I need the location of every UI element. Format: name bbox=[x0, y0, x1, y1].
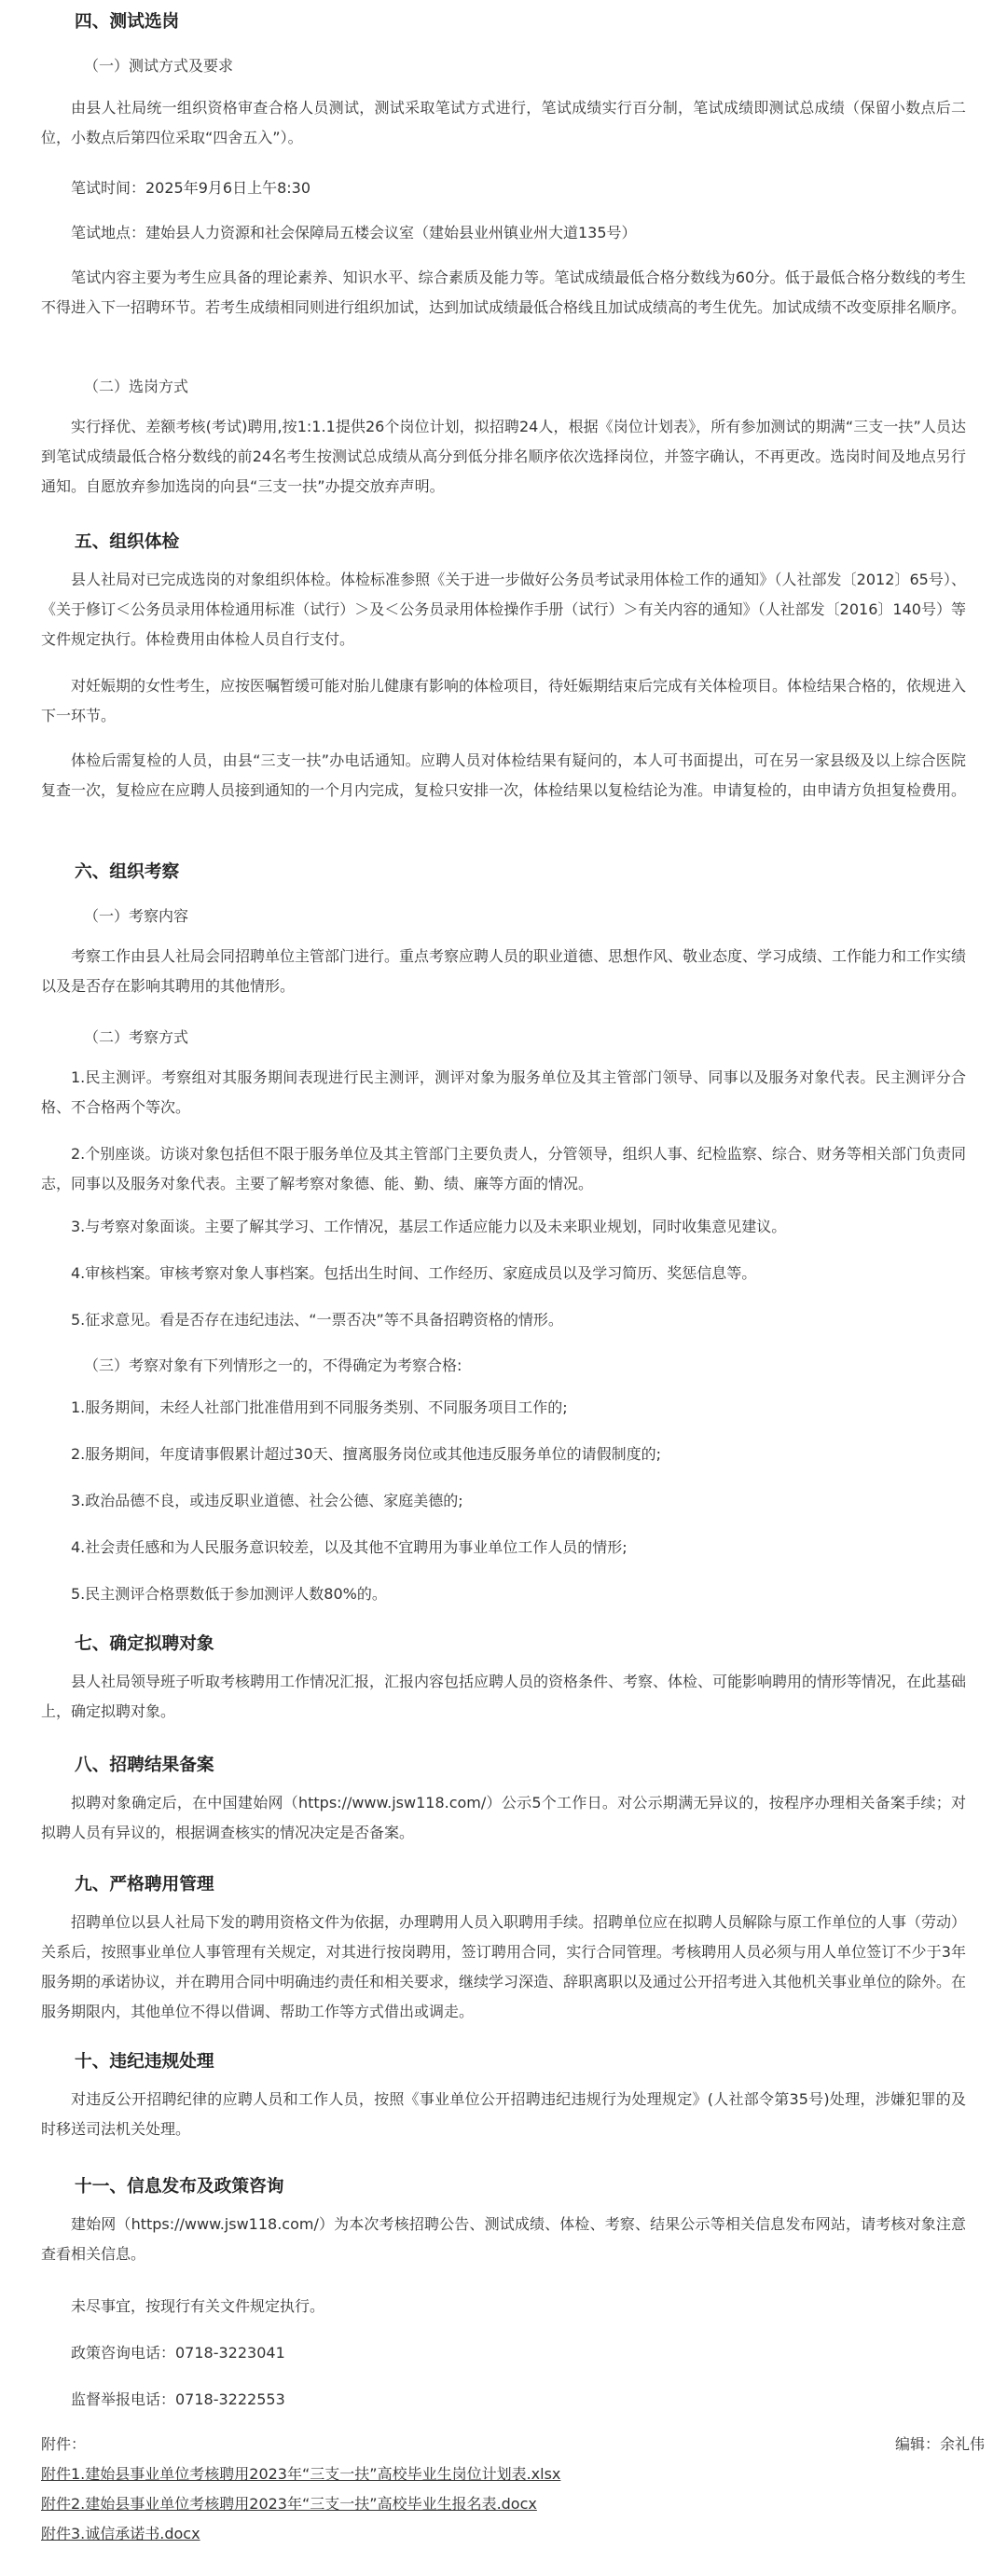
paragraph: 1.民主测评。考察组对其服务期间表现进行民主测评，测评对象为服务单位及其主管部门领导、同事以及服务对象代表。民主测评分合格、不合格两个等次。 bbox=[41, 1068, 966, 1116]
section-title-11: 十一、信息发布及政策咨询 bbox=[75, 2177, 284, 2197]
section-title-7: 七、确定拟聘对象 bbox=[75, 1634, 214, 1654]
paragraph: 笔试内容主要为考生应具备的理论素养、知识水平、综合素质及能力等。笔试成绩最低合格分数线为60分。低于最低合格分数线的考生不得进入下一招聘环节。若考生成绩相同则进行组织加试，达到加试成绩最低合格线且加试成绩高的考生优先。加试成绩不改变原排名顺序。 bbox=[41, 269, 967, 316]
paragraph: 建始网（https://www.jsw118.com/）为本次考核招聘公告、测试成绩、体检、考察、结果公示等相关信息发布网站，请考核对象注意查看相关信息。 bbox=[41, 2215, 966, 2263]
paragraph: 笔试时间：2025年9月6日上午8:30 bbox=[71, 179, 311, 197]
attachment-link-1[interactable]: 附件1.建始县事业单位考核聘用2023年“三支一扶”高校毕业生岗位计划表.xlsx bbox=[41, 2465, 561, 2483]
paragraph: 对妊娠期的女性考生，应按医嘱暂缓可能对胎儿健康有影响的体检项目，待妊娠期结束后完成有关体检项目。体检结果合格的，依规进入下一环节。 bbox=[41, 677, 967, 724]
section-title-4: 四、测试选岗 bbox=[75, 12, 180, 32]
paragraph: 3.政治品德不良，或违反职业道德、社会公德、家庭美德的; bbox=[71, 1492, 463, 1509]
paragraph: 考察工作由县人社局会同招聘单位主管部门进行。重点考察应聘人员的职业道德、思想作风、敬业态度、学习成绩、工作能力和工作实绩以及是否存在影响其聘用的其他情形。 bbox=[41, 947, 967, 995]
paragraph: 2.个别座谈。访谈对象包括但不限于服务单位及其主管部门主要负责人，分管领导，组织人事、纪检监察、综合、财务等相关部门负责同志，同事以及服务对象代表。主要了解考察对象德、能、勤、绩、廉等方面的情况。 bbox=[41, 1145, 966, 1192]
paragraph: 县人社局领导班子听取考核聘用工作情况汇报，汇报内容包括应聘人员的资格条件、考察、体检、可能影响聘用的情形等情况，在此基础上，确定拟聘对象。 bbox=[41, 1673, 967, 1720]
attachments-row bbox=[41, 2430, 985, 2549]
subsection-title: （二）考察方式 bbox=[84, 1028, 189, 1046]
section-title-5: 五、组织体检 bbox=[75, 532, 180, 552]
editor-credit: 编辑：余礼伟 bbox=[894, 2435, 985, 2453]
section-title-9: 九、严格聘用管理 bbox=[75, 1875, 214, 1894]
paragraph: 2.服务期间，年度请事假累计超过30天、擅离服务岗位或其他违反服务单位的请假制度的; bbox=[71, 1445, 662, 1463]
subsection-title: （三）考察对象有下列情形之一的，不得确定为考察合格: bbox=[84, 1357, 462, 1374]
section-title-6: 六、组织考察 bbox=[75, 862, 180, 882]
paragraph: 招聘单位以县人社局下发的聘用资格文件为依据，办理聘用人员入职聘用手续。招聘单位应在拟聘人员解除与原工作单位的人事（劳动）关系后，按照事业单位人事管理有关规定，对其进行按岗聘用，签订聘用合同，实行合同管理。考核聘用人员必须与用人单位签订不少于3年服务期的承诺协议，并在聘用合同中明确违约责任和相关要求，继续学习深造、辞职离职以及通过公开招考进入其他机关事业单位的除外。在服务期限内，其他单位不得以借调、帮助工作等方式借出或调走。 bbox=[41, 1913, 967, 2020]
paragraph: 笔试地点：建始县人力资源和社会保障局五楼会议室（建始县业州镇业州大道135号） bbox=[71, 224, 637, 241]
paragraph: 拟聘对象确定后，在中国建始网（https://www.jsw118.com/）公示5个工作日。对公示期满无异议的，按程序办理相关备案手续；对拟聘人员有异议的，根据调查核实的情况决定是否备案。 bbox=[41, 1794, 966, 1841]
paragraph: 1.服务期间，未经人社部门批准借用到不同服务类别、不同服务项目工作的; bbox=[71, 1398, 568, 1416]
paragraph: 由县人社局统一组织资格审查合格人员测试，测试采取笔试方式进行，笔试成绩实行百分制，笔试成绩即测试总成绩（保留小数点后二位，小数点后第四位采取“四舍五入”）。 bbox=[41, 99, 966, 146]
section-title-10: 十、违纪违规处理 bbox=[75, 2052, 214, 2072]
paragraph: 未尽事宜，按现行有关文件规定执行。 bbox=[71, 2297, 325, 2315]
paragraph: 监督举报电话：0718-3222553 bbox=[71, 2390, 285, 2408]
attachment-link-3[interactable]: 附件3.诚信承诺书.docx bbox=[41, 2525, 200, 2542]
paragraph: 县人社局对已完成选岗的对象组织体检。体检标准参照《关于进一步做好公务员考试录用体检工作的通知》（人社部发〔2012〕65号）、《关于修订＜公务员录用体检通用标准（试行）＞及＜公务员录用体检操作手册（试行）＞有关内容的通知》（人社部发〔2016〕140号）等文件规定执行。体检费用由体检人员自行支付。 bbox=[41, 571, 966, 648]
subsection-title: （一）测试方式及要求 bbox=[84, 57, 234, 75]
paragraph: 5.民主测评合格票数低于参加测评人数80%的。 bbox=[71, 1585, 387, 1603]
subsection-title: （一）考察内容 bbox=[84, 907, 189, 925]
paragraph: 4.社会责任感和为人民服务意识较差，以及其他不宜聘用为事业单位工作人员的情形; bbox=[71, 1538, 628, 1556]
paragraph: 3.与考察对象面谈。主要了解其学习、工作情况，基层工作适应能力以及未来职业规划，同时收集意见建议。 bbox=[71, 1218, 787, 1235]
attachments-label: 附件： bbox=[41, 2435, 87, 2453]
paragraph: 对违反公开招聘纪律的应聘人员和工作人员，按照《事业单位公开招聘违纪违规行为处理规定》(人社部令第35号)处理，涉嫌犯罪的及时移送司法机关处理。 bbox=[41, 2090, 966, 2138]
attachment-link-2[interactable]: 附件2.建始县事业单位考核聘用2023年“三支一扶”高校毕业生报名表.docx bbox=[41, 2495, 537, 2513]
paragraph: 5.征求意见。看是否存在违纪违法、“一票否决”等不具备招聘资格的情形。 bbox=[71, 1311, 563, 1329]
paragraph: 体检后需复检的人员，由县“三支一扶”办电话通知。应聘人员对体检结果有疑问的，本人可书面提出，可在另一家县级及以上综合医院复查一次，复检应在应聘人员接到通知的一个月内完成，复检只安排一次，体检结果以复检结论为准。申请复检的，由申请方负担复检费用。 bbox=[41, 751, 967, 799]
paragraph: 4.审核档案。审核考察对象人事档案。包括出生时间、工作经历、家庭成员以及学习简历、奖惩信息等。 bbox=[71, 1264, 757, 1282]
paragraph: 政策咨询电话：0718-3223041 bbox=[71, 2344, 285, 2362]
section-title-8: 八、招聘结果备案 bbox=[75, 1756, 214, 1775]
subsection-title: （二）选岗方式 bbox=[84, 378, 189, 395]
paragraph: 实行择优、差额考核(考试)聘用,按1:1.1提供26个岗位计划，拟招聘24人，根据《岗位计划表》，所有参加测试的期满“三支一扶”人员达到笔试成绩最低合格分数线的前24名考生按测试总成绩从高分到低分排名顺序依次选择岗位，并签字确认，不再更改。选岗时间及地点另行通知。自愿放弃参加选岗的向县“三支一扶”办提交放弃声明。 bbox=[41, 418, 966, 495]
